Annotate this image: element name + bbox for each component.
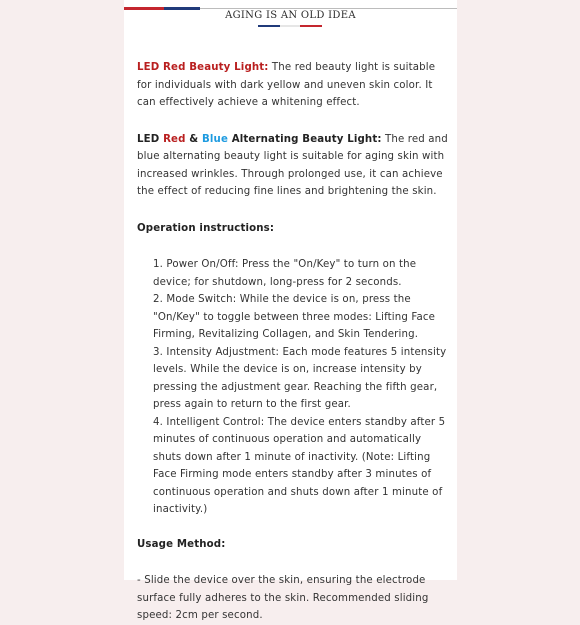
red-light-paragraph <box>137 59 449 112</box>
usage-text: - Slide the device over the skin, ensuring the electrode surface fully adheres to the skin. Recommended sliding speed: 2cm per second. <box>137 575 429 621</box>
operation-item: 4. Intelligent Control: The device enters standby after 5 minutes of continuous operation and automatically shuts down after 1 minute of inactivity. (Note: Lifting Face Firming mode enters standby after 3 minutes of continuous operation and shuts down after 1 minute of inactivity.) <box>153 416 446 515</box>
content <box>137 59 449 625</box>
usage-heading: Usage Method: <box>137 538 226 550</box>
alternating-title-red: Red <box>163 133 186 145</box>
alternating-title-amp: & <box>185 133 202 145</box>
document-page <box>124 0 457 621</box>
operation-item: 1. Power On/Off: Press the "On/Key" to turn on the device; for shutdown, long-press for 2 seconds. <box>153 259 417 288</box>
alternating-title-blue: Blue <box>202 133 229 145</box>
brand-title: AGING IS AN OLD IDEA <box>225 10 356 21</box>
brand-underline <box>258 25 322 27</box>
operation-heading: Operation instructions: <box>137 222 275 234</box>
alternating-title-suffix: Alternating Beauty Light: <box>228 133 382 145</box>
alternating-title-prefix: LED <box>137 133 164 145</box>
red-light-text: The red beauty light is suitable for individuals with dark yellow and uneven skin color. It can effectively achieve a whitening effect. <box>137 62 436 108</box>
red-light-title: LED Red Beauty Light: <box>137 62 269 73</box>
top-rule <box>200 8 457 9</box>
operation-item: 3. Intensity Adjustment: Each mode features 5 intensity levels. While the device is on, increase intensity by pressing the adjustment gear. Reaching the fifth gear, press again to return to the first gear. <box>153 346 447 410</box>
operation-list <box>137 256 449 519</box>
operation-item: 2. Mode Switch: While the device is on, press the "On/Key" to toggle between three modes: Lifting Face Firming, Revitalizing Collagen, and Skin Tendering. <box>153 294 436 340</box>
alternating-paragraph <box>137 131 449 201</box>
alternating-text: The red and blue alternating beauty light is suitable for aging skin with increased wrinkles. Through prolonged use, it can achieve the effect of reducing fine lines and brightening the skin. <box>137 133 448 197</box>
